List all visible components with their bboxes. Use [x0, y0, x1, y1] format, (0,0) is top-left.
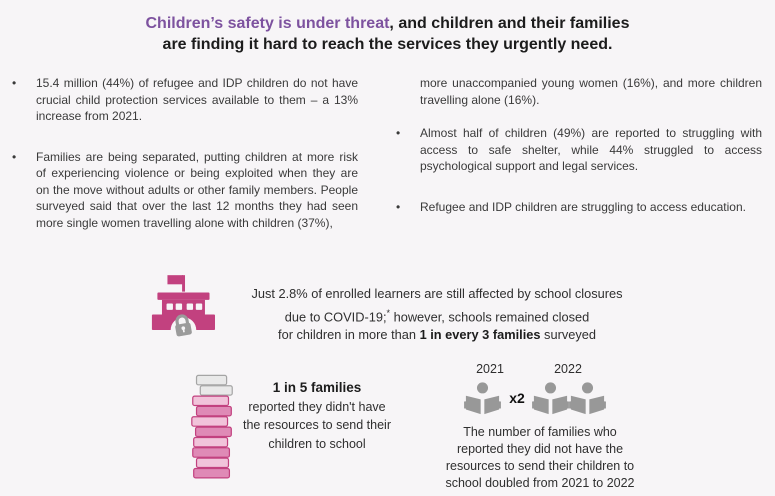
bullet-column-right [396, 75, 762, 239]
school-closure-line1: Just 2.8% of enrolled learners are still affected by school closures [251, 286, 623, 301]
resources-stat-text [231, 379, 403, 453]
multiplier-label: x2 [509, 390, 525, 406]
doubled-line: resources to send their children to [445, 459, 635, 473]
year-label-2022: 2022 [554, 362, 582, 376]
doubled-line: The number of families who [463, 425, 617, 439]
year-label-2021: 2021 [476, 362, 504, 376]
bullet-text: 15.4 million (44%) of refugee and IDP children do not have crucial child protection services available to them – a 13% increase from 2021. [36, 76, 358, 123]
reading-person-icon [532, 381, 569, 416]
bullet-text: Refugee and IDP children are struggling to access education. [420, 199, 746, 214]
bullet-item-families-separated [12, 149, 358, 232]
resources-headline: 1 in 5 families [272, 380, 362, 395]
bullet-item-safe-shelter [396, 125, 762, 175]
school-closure-text [212, 285, 662, 345]
bullet-item-protection-services [12, 75, 358, 125]
bullet-marker: • [12, 149, 17, 164]
doubled-line: reported they did not have the [456, 442, 624, 456]
doubled-stat-text [420, 424, 660, 492]
school-closure-line3: for children in more than 1 in every 3 families surveyed [278, 327, 596, 343]
bullet-text: Almost half of children (49%) are reported to struggling with access to safe shelter, while 44% struggled to access psychological support and legal services. [420, 126, 762, 173]
families-count-bold: 1 in every 3 families [419, 327, 541, 343]
resources-line: the resources to send their [243, 418, 391, 432]
resources-line: children to school [268, 436, 366, 451]
school-lock-icon [151, 273, 215, 345]
doubled-stat-section [420, 362, 660, 494]
bullet-marker: • [396, 199, 401, 214]
bullet-item-education-access [396, 199, 762, 216]
title-line2: are finding it hard to reach the services they urgently need. [162, 36, 613, 53]
school-closure-line2: due to COVID-19;* however, schools remained closed [284, 307, 590, 324]
book-stack-icon [189, 373, 236, 485]
reading-person-icon [464, 381, 501, 416]
footnote-asterisk: * [386, 307, 391, 318]
title-line1 [0, 13, 775, 34]
bullet-marker: • [12, 76, 17, 90]
bullet-marker: • [396, 126, 401, 140]
page-title [0, 13, 775, 55]
bullet-text: Families are being separated, putting children at more risk of experiencing violence or being exploited when they are on the move without adults or other family members. People surveyed said that over the last 12 months they had seen more single women travelling alone with children (37%), [36, 149, 358, 230]
resources-line: reported they didn't have [248, 399, 386, 414]
reading-person-icon [569, 381, 606, 416]
title-highlight: Children’s safety is under threat [145, 15, 390, 32]
doubled-line: school doubled from 2021 to 2022 [445, 476, 635, 490]
continuation-paragraph: more unaccompanied young women (16%), and more children travelling alone (16%). [420, 76, 762, 107]
bullet-column-left [12, 75, 358, 255]
title-rest: , and children and their families [389, 15, 630, 32]
